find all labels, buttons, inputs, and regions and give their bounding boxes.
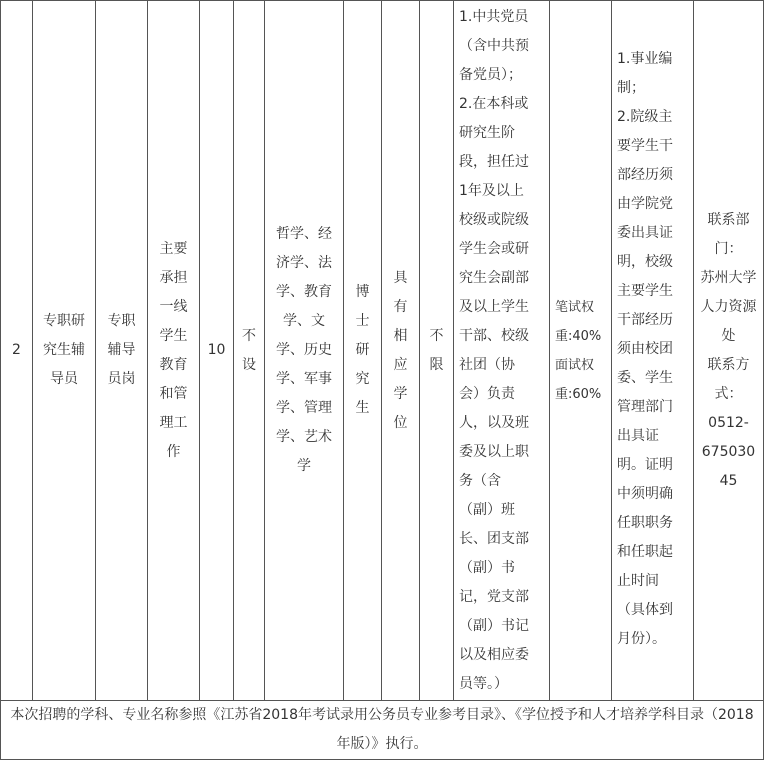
exam-ratio-line: 重:60% (555, 386, 602, 402)
position-type: 专职辅导员岗 (107, 313, 136, 387)
remarks-line: 制； (617, 80, 645, 96)
remarks-cell (612, 1, 694, 701)
contact-line: 0512- (708, 414, 749, 431)
contact-cell (694, 1, 764, 701)
remarks-line: 止时间 (617, 573, 659, 589)
remarks-line: 须由校团 (617, 341, 673, 357)
gender-text: 不限 (429, 327, 444, 373)
remarks-line: 部经历须 (617, 167, 673, 183)
seq-cell (1, 1, 33, 701)
requirements-line: 段，担任过 (459, 154, 529, 170)
remarks-line: 主要学生 (617, 283, 673, 299)
remarks-line: 2.院级主 (617, 109, 673, 125)
remarks-line: （具体到 (617, 602, 673, 618)
exam-ratio-text (555, 293, 606, 409)
degree-text: 具有相应学位 (393, 269, 408, 431)
degree-cell (382, 1, 420, 701)
major-cell (265, 1, 344, 701)
remarks-line: 要学生干 (617, 138, 673, 154)
requirements-line: 长、团支部 (459, 531, 529, 547)
remarks-line: 委、学生 (617, 370, 673, 386)
duties-text: 主要承担一线学生教育和管理工作 (159, 240, 188, 460)
remarks-line: 1.事业编 (617, 51, 673, 67)
requirements-line: 究生会副部 (459, 270, 529, 286)
remarks-line: 任职职务 (617, 515, 673, 531)
requirements-line: （含中共预 (459, 38, 529, 54)
exam-ratio-line: 面试权 (555, 357, 595, 373)
requirements-line: 务（含 (459, 473, 501, 489)
contact-line: 苏州大学 (700, 269, 757, 286)
requirements-line: 记，党支部 (459, 589, 529, 605)
contact-line: 人力资源 (700, 298, 757, 315)
remarks-text (617, 45, 688, 654)
requirements-line: 社团（协 (459, 357, 515, 373)
requirements-cell (454, 1, 550, 701)
requirements-line: 1.中共党员 (459, 9, 529, 25)
requirements-line: 学生会或研 (459, 241, 529, 257)
remarks-line: 出具证 (617, 428, 659, 444)
requirements-line: 2.在本科或 (459, 96, 529, 112)
remarks-line: 管理部门 (617, 399, 673, 415)
remarks-line: 干部经历 (617, 312, 673, 328)
requirements-line: 1年及以上 (459, 183, 524, 199)
duties-cell (148, 1, 200, 701)
position-type-cell (96, 1, 148, 701)
contact-line: 67503045 (701, 443, 756, 489)
requirements-line: 备党员）； (459, 67, 522, 83)
contact-line: 联系部 (707, 211, 750, 228)
gender-cell (420, 1, 454, 701)
education-cell (344, 1, 382, 701)
remarks-line: 月份）。 (617, 631, 666, 647)
major-text: 哲学、经济学、法学、教育学、文学、历史学、军事学、管理学、艺术学 (276, 226, 332, 474)
age-limit-cell (234, 1, 265, 701)
requirements-line: 会）负责 (459, 386, 515, 402)
requirements-line: （副）书记 (459, 618, 529, 634)
requirements-line: 干部、校级 (459, 328, 529, 344)
requirements-line: 以及相应委 (459, 647, 529, 663)
requirements-line: 校级或院级 (459, 212, 529, 228)
position-name: 专职研究生辅导员 (43, 313, 85, 387)
footnote-text: 本次招聘的学科、专业名称参照《江苏省2018年考试录用公务员专业参考目录》、《学位授予和人才培养学科目录（2018年版）》执行。 (10, 707, 754, 752)
requirements-line: （副）书 (459, 560, 515, 576)
requirements-line: （副）班 (459, 502, 515, 518)
requirements-line: 研究生阶 (459, 125, 515, 141)
contact-line: 门： (714, 240, 743, 257)
requirements-line: 员等。） (459, 676, 508, 692)
table-row (1, 1, 764, 701)
education-text: 博士研究生 (355, 284, 370, 416)
seq-number: 2 (12, 342, 21, 358)
exam-ratio-cell (550, 1, 612, 701)
exam-ratio-line: 重:40% (555, 328, 602, 344)
age-limit-text: 不设 (242, 327, 256, 373)
requirements-line: 委及以上职 (459, 444, 529, 460)
footnote-cell (1, 701, 764, 760)
remarks-line: 明，校级 (617, 254, 673, 270)
recruit-count: 10 (207, 342, 226, 358)
remarks-line: 中须明确 (617, 486, 673, 502)
exam-ratio-line: 笔试权 (555, 299, 595, 315)
contact-line: 式： (714, 385, 743, 402)
footnote-row (1, 701, 764, 760)
remarks-line: 由学院党 (617, 196, 673, 212)
requirements-text (459, 3, 544, 699)
requirements-line: 人，以及班 (459, 415, 529, 431)
count-cell (200, 1, 234, 701)
contact-text (699, 206, 758, 496)
remarks-line: 委出具证 (617, 225, 673, 241)
contact-line: 处 (721, 327, 736, 344)
remarks-line: 和任职起 (617, 544, 673, 560)
requirements-line: 及以上学生 (459, 299, 529, 315)
position-name-cell (33, 1, 96, 701)
remarks-line: 明。证明 (617, 457, 673, 473)
contact-line: 联系方 (707, 356, 750, 373)
